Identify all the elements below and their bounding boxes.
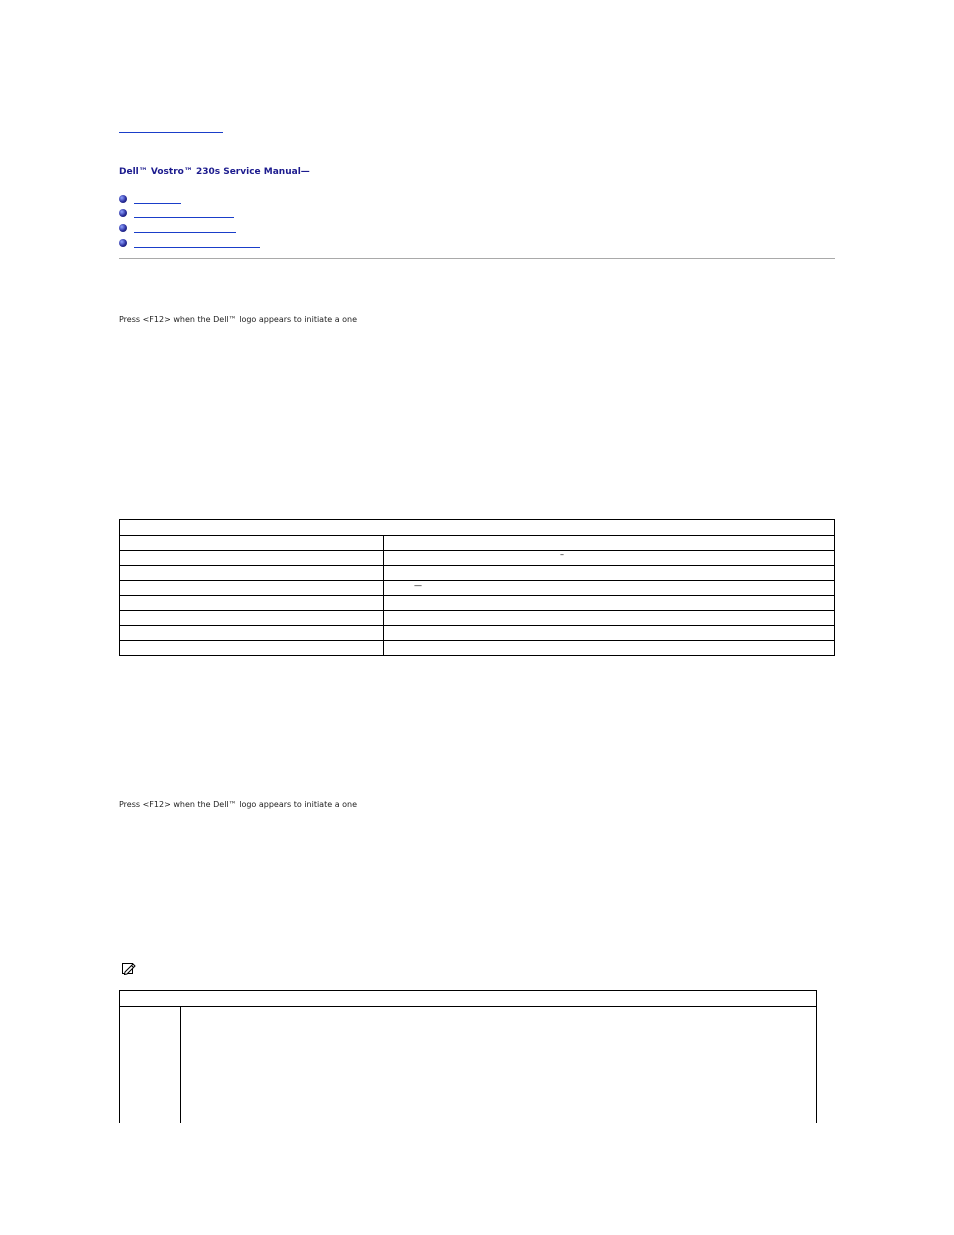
table-header-cell [120, 991, 817, 1007]
table-cell [120, 551, 384, 566]
table-cell [120, 581, 384, 596]
toc-link[interactable] [134, 232, 236, 233]
table-cell-text: — [414, 581, 422, 590]
settings-table [119, 519, 835, 656]
bullet-icon [119, 239, 127, 247]
table-cell [384, 536, 835, 551]
table-cell [384, 596, 835, 611]
top-link[interactable] [119, 118, 223, 133]
table-cell [384, 551, 835, 566]
table-cell [120, 536, 384, 551]
table-cell [384, 581, 835, 596]
table-row [120, 611, 835, 626]
table-cell-text: – [560, 550, 564, 559]
table-row [120, 581, 835, 596]
toc-link[interactable] [134, 247, 260, 248]
toc-link[interactable] [134, 217, 234, 218]
table-cell [120, 611, 384, 626]
bullet-icon [119, 195, 127, 203]
table-cell [120, 596, 384, 611]
table-header-cell [120, 520, 835, 536]
table-row [120, 641, 835, 656]
divider [119, 258, 835, 259]
table-row [120, 551, 835, 566]
note-pencil-icon [122, 960, 136, 973]
table-row [120, 596, 835, 611]
bullet-icon [119, 209, 127, 217]
table-cell [384, 626, 835, 641]
table-cell [120, 641, 384, 656]
table-cell [181, 1007, 817, 1124]
table-row [120, 536, 835, 551]
table-cell [384, 566, 835, 581]
table-header-row [120, 520, 835, 536]
toc-link[interactable] [134, 203, 181, 204]
table-cell [384, 611, 835, 626]
note-table [119, 990, 817, 1123]
table-cell [120, 626, 384, 641]
table-cell [120, 566, 384, 581]
table-cell [120, 1007, 181, 1124]
table-row [120, 626, 835, 641]
paragraph: Press <F12> when the Dell™ logo appears to initiate a one [119, 800, 358, 809]
note-table-wrapper [119, 990, 817, 1123]
table-cell [384, 641, 835, 656]
bullet-icon [119, 224, 127, 232]
paragraph: Press <F12> when the Dell™ logo appears to initiate a one [119, 315, 358, 324]
table-row [120, 566, 835, 581]
table-row [120, 1007, 817, 1124]
page-title: Dell™ Vostro™ 230s Service Manual— [119, 167, 310, 177]
table-header-row [120, 991, 817, 1007]
